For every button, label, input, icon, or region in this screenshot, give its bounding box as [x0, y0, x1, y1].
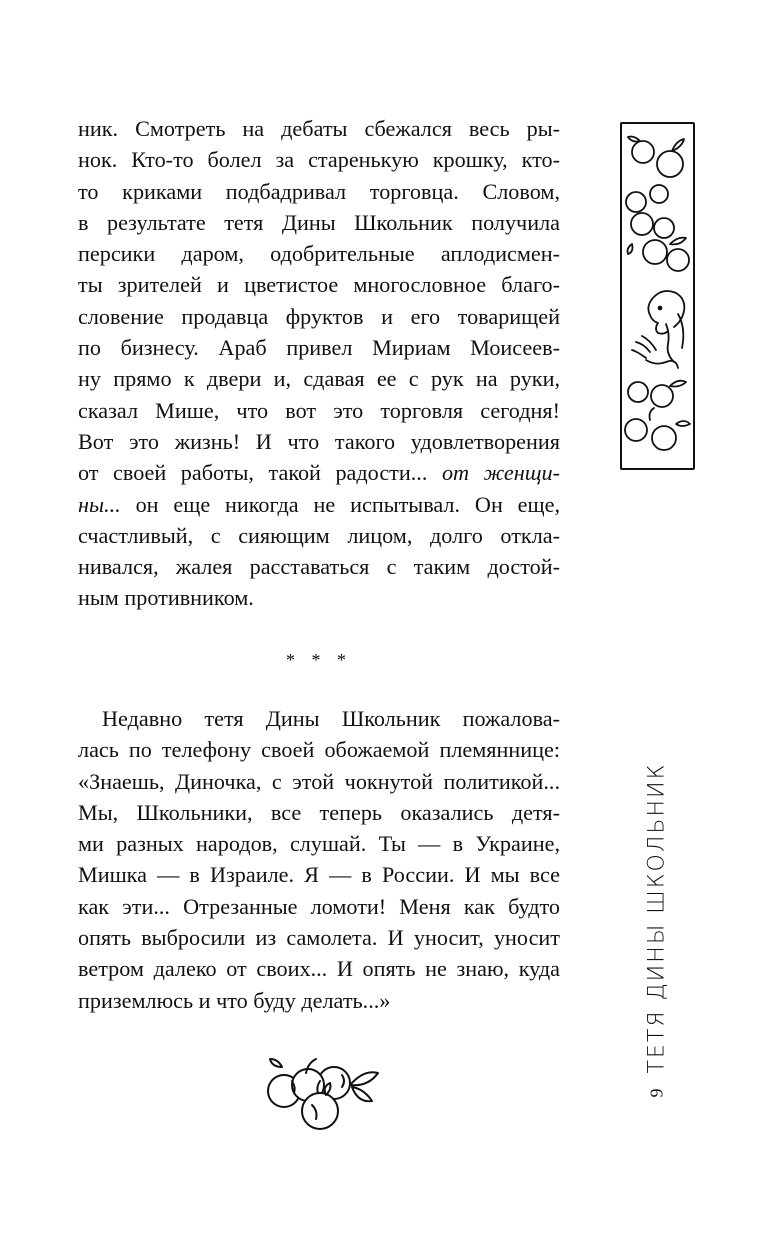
text-fragment: от своей работы, такой радости...	[78, 460, 428, 486]
text-line: Мишка — в Израиле. Я — в России. И мы все	[78, 862, 560, 888]
text-line: опять выбросили из самолета. И уносит, уносит	[78, 925, 560, 951]
italic-fragment: от женщи-	[441, 460, 561, 486]
text-line: Вот это жизнь! И что такого удовлетворения	[78, 428, 560, 454]
text-line: нивался, жалея расставаться с таким достой-	[78, 554, 560, 580]
text-line: приземлюсь и что буду делать...»	[78, 987, 391, 1013]
text-line: нок. Кто-то болел за старенькую крошку, кто-	[78, 147, 560, 173]
fruit-and-face-doodle-frame	[620, 122, 695, 470]
text-line: как эти... Отрезанные ломоти! Меня как будто	[78, 893, 560, 919]
text-line: ным противником.	[78, 585, 254, 611]
doodle-illustration	[622, 124, 693, 468]
text-line: «Знаешь, Диночка, с этой чокнутой политикой...	[78, 768, 560, 794]
text-line: ми разных народов, слушай. Ты — в Украине,	[78, 831, 560, 857]
fruit-cluster-icon	[262, 1045, 380, 1137]
text-line	[78, 489, 560, 520]
section-separator: * * *	[286, 650, 352, 670]
text-line: ну прямо к двери и, сдавая ее с рук на руки,	[78, 366, 560, 392]
running-title: ТЕТЯ ДИНЫ ШКОЛЬНИК	[644, 762, 670, 1074]
text-line: словение продавца фруктов и его товарищей	[78, 303, 560, 329]
text-line	[78, 457, 560, 488]
fruit-cluster-vignette	[262, 1045, 380, 1137]
text-line: ветром далеко от своих... И опять не знаю, куда	[78, 956, 560, 982]
paragraph-2	[78, 703, 560, 1016]
text-line: Мы, Школьники, все теперь оказались детя-	[78, 799, 560, 825]
text-line: Недавно тетя Дины Школьник пожалова-	[102, 706, 560, 731]
text-line: в результате тетя Дины Школьник получила	[78, 209, 560, 235]
text-line: счастливый, с сияющим лицом, долго откла-	[78, 522, 560, 548]
paragraph-1	[78, 113, 560, 614]
text-line: сказал Мише, что вот это торговля сегодня!	[78, 397, 560, 423]
text-line: по бизнесу. Араб привел Мириам Моисеев-	[78, 335, 560, 361]
text-fragment: он еще никогда не испытывал. Он еще,	[135, 491, 561, 517]
text-line: ник. Смотреть на дебаты сбежался весь ры-	[78, 116, 560, 141]
italic-fragment: ны...	[78, 491, 121, 517]
text-line: лась по телефону своей обожаемой племяннице:	[78, 737, 560, 763]
text-line: персики даром, одобрительные аплодисмен-	[78, 241, 560, 267]
text-line: ты зрителей и цветистое многословное благо-	[78, 272, 560, 298]
page-number: 9	[646, 1088, 667, 1098]
text-line: то криками подбадривал торговца. Словом,	[78, 178, 560, 204]
